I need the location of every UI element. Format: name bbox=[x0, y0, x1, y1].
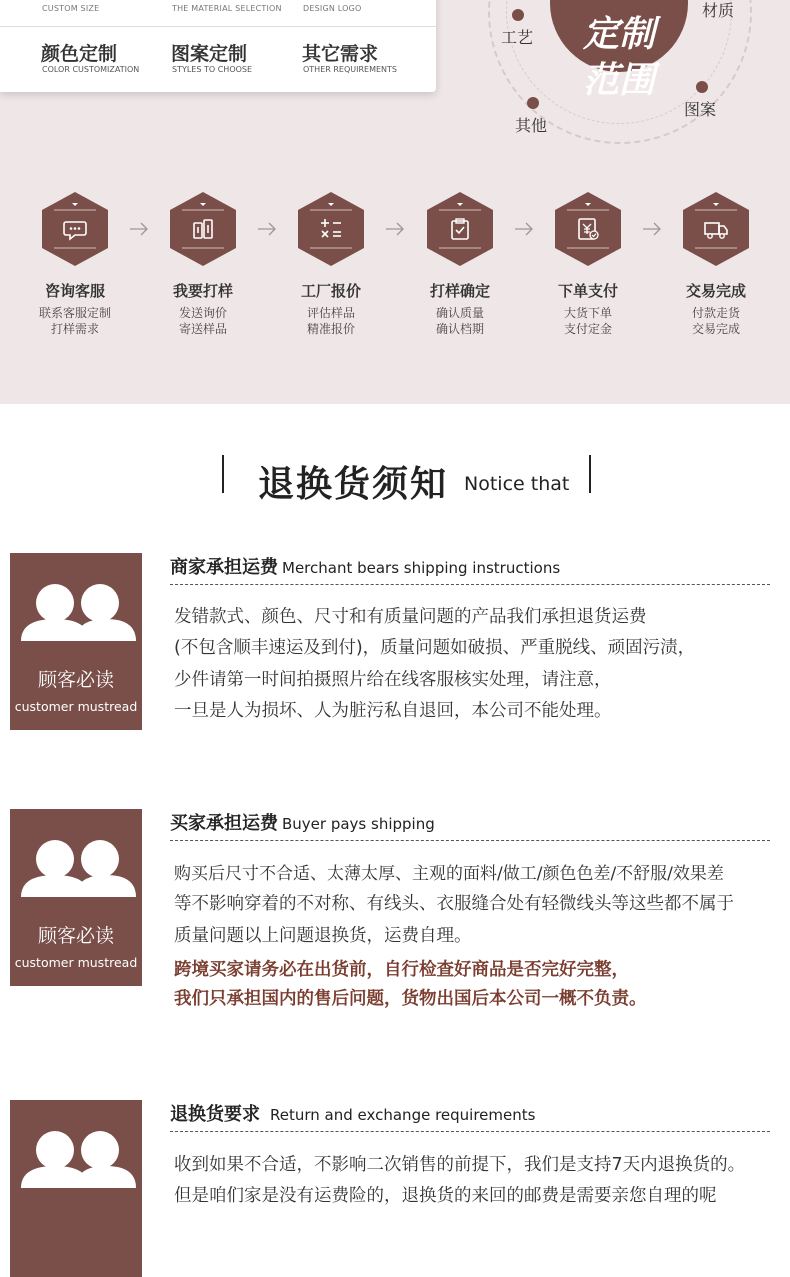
step-title: 我要打样 bbox=[172, 282, 233, 300]
warning-line: 我们只承担国内的售后问题，货物出国后本公司一概不负责。 bbox=[174, 989, 647, 1009]
notice-right-bar bbox=[589, 455, 591, 493]
step-complete bbox=[656, 190, 776, 337]
step-desc-line1: 评估样品 bbox=[306, 306, 355, 320]
craft-label: 工艺 bbox=[501, 28, 534, 47]
custom-scope-section bbox=[0, 0, 790, 404]
dashed-divider bbox=[170, 1131, 770, 1132]
heading-en: Buyer pays shipping bbox=[282, 815, 435, 833]
pattern-label: 图案 bbox=[684, 100, 717, 119]
step-hexagon bbox=[553, 190, 623, 268]
step-title: 交易完成 bbox=[685, 282, 746, 300]
other-requirements-subtitle: OTHER REQUIREMENTS bbox=[303, 65, 397, 74]
step-title: 咨询客服 bbox=[44, 282, 105, 300]
step-hexagon bbox=[40, 190, 110, 268]
heading-cn: 退换货要求 bbox=[170, 1104, 260, 1125]
body-line: (不包含顺丰速运及到付)，质量问题如破损、严重脱线、顽固污渍， bbox=[174, 638, 696, 658]
step-desc-line2: 精准报价 bbox=[306, 322, 355, 336]
process-steps bbox=[0, 190, 790, 350]
other-dot bbox=[527, 97, 539, 109]
body-line: 一旦是人为损坏、人为脏污私自退回，本公司不能处理。 bbox=[174, 701, 612, 721]
dashed-divider bbox=[170, 840, 770, 841]
step-title: 打样确定 bbox=[429, 282, 490, 300]
dashed-divider bbox=[170, 584, 770, 585]
badge-subtitle: customer mustread bbox=[14, 699, 138, 714]
step-confirm bbox=[400, 190, 520, 337]
heading-en: Merchant bears shipping instructions bbox=[282, 559, 561, 577]
color-custom-title: 颜色定制 bbox=[41, 43, 118, 65]
body-line: 购买后尺寸不合适、太薄太厚、主观的面料/做工/颜色色差/不舒服/效果差 bbox=[174, 864, 724, 884]
users-icon bbox=[10, 553, 142, 663]
body-line: 收到如果不合适，不影响二次销售的前提下，我们是支持7天内退换货的。 bbox=[174, 1155, 746, 1175]
design-logo-caption: DESIGN LOGO bbox=[303, 4, 362, 13]
step-desc-line2: 确认档期 bbox=[435, 322, 484, 336]
customer-mustread-badge bbox=[10, 809, 142, 986]
step-hexagon bbox=[425, 190, 495, 268]
card-divider bbox=[0, 26, 436, 27]
step-desc-line1: 大货下单 bbox=[563, 306, 612, 320]
customer-mustread-badge bbox=[10, 1100, 142, 1277]
heading-en: Return and exchange requirements bbox=[270, 1106, 536, 1124]
badge-title: 顾客必读 bbox=[37, 669, 114, 691]
body-line: 等不影响穿着的不对称、有线头、衣服缝合处有轻微线头等这些都不属于 bbox=[174, 894, 734, 914]
notice-left-bar bbox=[222, 455, 224, 493]
step-desc-line1: 联系客服定制 bbox=[38, 306, 111, 320]
step-hexagon bbox=[296, 190, 366, 268]
body-line: 质量问题以上问题退换货，运费自理。 bbox=[174, 926, 472, 946]
pattern-dot bbox=[696, 81, 708, 93]
other-label: 其他 bbox=[515, 116, 548, 135]
heading-cn: 买家承担运费 bbox=[170, 813, 278, 834]
step-desc-line2: 支付定金 bbox=[563, 322, 612, 336]
step-quote bbox=[271, 190, 391, 337]
payment-icon bbox=[575, 216, 601, 242]
badge-title: 顾客必读 bbox=[37, 925, 114, 947]
buyer-shipping-heading bbox=[170, 809, 435, 835]
heading-cn: 商家承担运费 bbox=[170, 557, 278, 578]
step-consult bbox=[15, 190, 135, 337]
pattern-custom-title: 图案定制 bbox=[171, 43, 248, 65]
badge-subtitle: customer mustread bbox=[14, 955, 138, 970]
material-label: 材质 bbox=[702, 1, 735, 20]
step-payment bbox=[528, 190, 648, 337]
body-line: 少件请第一时间拍摄照片给在线客服核实处理，请注意， bbox=[174, 670, 612, 690]
scope-circle-diagram bbox=[488, 0, 752, 144]
sample-icon bbox=[190, 216, 216, 242]
craft-dot bbox=[512, 9, 524, 21]
step-desc-line1: 发送询价 bbox=[178, 306, 227, 320]
step-desc-line2: 打样需求 bbox=[50, 322, 99, 336]
step-title: 工厂报价 bbox=[300, 282, 361, 300]
scope-core-line1: 定制 bbox=[582, 14, 655, 55]
body-line: 但是咱们家是没有运费险的，退换货的来回的邮费是需要亲您自理的呢 bbox=[174, 1186, 717, 1206]
other-requirements-title: 其它需求 bbox=[302, 43, 379, 65]
clipboard-check-icon bbox=[447, 216, 473, 242]
scope-core-circle bbox=[550, 0, 688, 101]
customer-mustread-badge bbox=[10, 553, 142, 730]
users-icon bbox=[10, 809, 142, 919]
custom-size-caption: CUSTOM SIZE bbox=[42, 4, 100, 13]
warning-line: 跨境买家请务必在出货前，自行检查好商品是否完好完整， bbox=[174, 960, 629, 980]
customization-card bbox=[0, 0, 436, 92]
step-desc-line2: 寄送样品 bbox=[178, 322, 227, 336]
notice-subtitle: Notice that bbox=[464, 473, 570, 495]
step-desc-line1: 确认质量 bbox=[435, 306, 484, 320]
body-line: 发错款式、颜色、尺寸和有质量问题的产品我们承担退货运费 bbox=[174, 607, 647, 627]
step-desc-line2: 交易完成 bbox=[691, 322, 740, 336]
step-hexagon bbox=[681, 190, 751, 268]
merchant-shipping-heading bbox=[170, 553, 560, 579]
notice-title: 退换货须知 bbox=[258, 464, 449, 505]
pattern-custom-subtitle: STYLES TO CHOOSE bbox=[172, 65, 253, 74]
chat-icon bbox=[62, 216, 88, 242]
material-selection-caption: THE MATERIAL SELECTION bbox=[172, 4, 282, 13]
step-desc-line1: 付款走货 bbox=[691, 306, 740, 320]
calculator-icon bbox=[318, 216, 344, 242]
users-icon bbox=[10, 1100, 142, 1210]
step-sampling bbox=[143, 190, 263, 337]
scope-core-line2: 范围 bbox=[582, 60, 655, 101]
step-title: 下单支付 bbox=[557, 282, 618, 300]
return-requirements-heading bbox=[170, 1100, 535, 1126]
color-custom-subtitle: COLOR CUSTOMIZATION bbox=[42, 65, 140, 74]
truck-icon bbox=[703, 216, 729, 242]
step-hexagon bbox=[168, 190, 238, 268]
